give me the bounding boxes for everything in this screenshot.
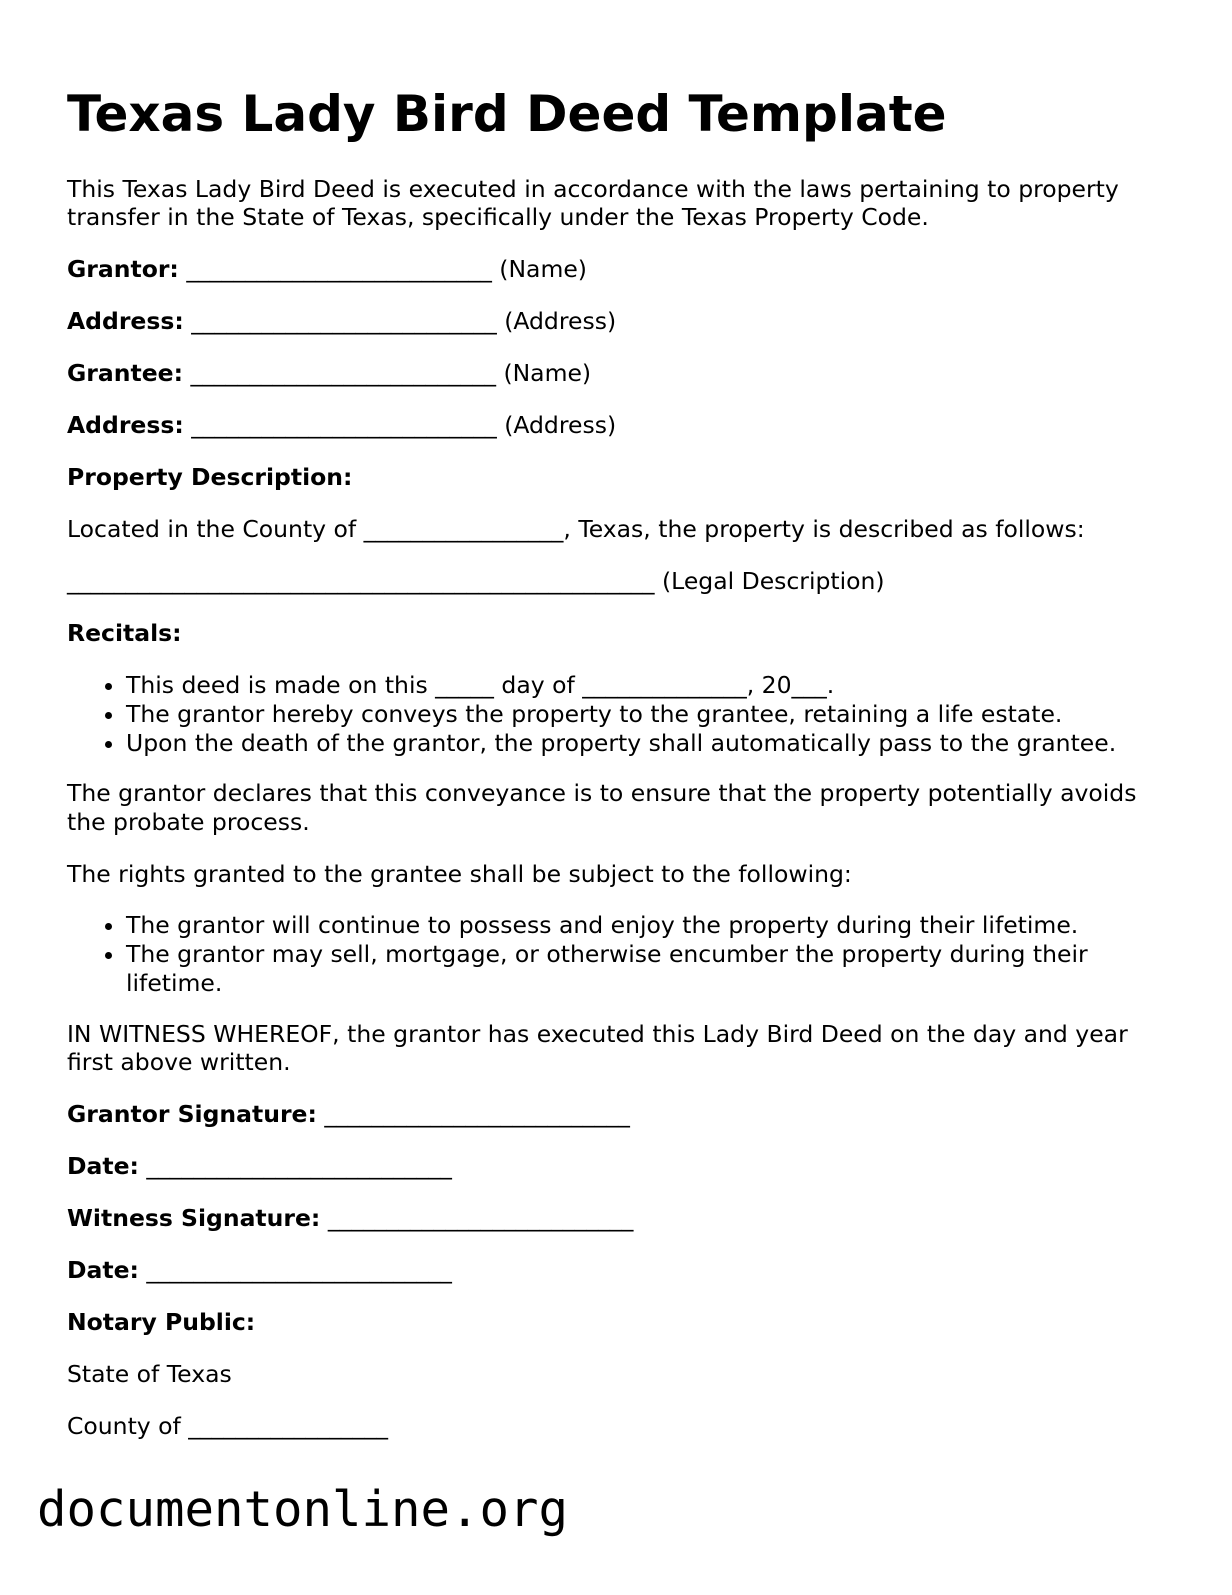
date-blank: __________________________ (146, 1152, 452, 1180)
notary-county: County of _________________ (67, 1412, 389, 1440)
rights-item: • The grantor will continue to possess and enjoy the property during their lifetime. (126, 911, 1088, 940)
page-title: Texas Lady Bird Deed Template (67, 85, 947, 143)
witness-date-field (67, 1256, 452, 1285)
grantee-blank: __________________________ (Name) (190, 359, 592, 387)
witness-signature-blank: __________________________ (327, 1204, 634, 1232)
grantee-address-blank: __________________________ (Address) (191, 411, 617, 439)
date-label: Date: (67, 1256, 139, 1284)
witness-line-2: first above written. (67, 1048, 291, 1076)
rights-list (67, 911, 1088, 998)
rights-item (126, 940, 1088, 998)
grantor-field (67, 255, 587, 284)
witness-line-1: IN WITNESS WHEREOF, the grantor has executed this Lady Bird Deed on the day and year (67, 1020, 1128, 1048)
grantor-blank: __________________________ (Name) (186, 255, 587, 283)
declaration-line-2: the probate process. (67, 808, 310, 836)
grantor-address-field (67, 307, 616, 336)
rights-item-line-1: The grantor may sell, mortgage, or otherwise encumber the property during their (126, 940, 1088, 968)
intro-line-1: This Texas Lady Bird Deed is executed in accordance with the laws pertaining to property (67, 175, 1119, 203)
grantor-label: Grantor: (67, 255, 179, 283)
recital-item: • This deed is made on this _____ day of ______________, 20___. (126, 671, 1116, 700)
grantee-label: Grantee: (67, 359, 183, 387)
date-blank: __________________________ (146, 1256, 452, 1284)
recitals-list (67, 671, 1116, 758)
recitals-heading: Recitals: (67, 619, 182, 647)
date-label: Date: (67, 1152, 139, 1180)
grantee-field (67, 359, 591, 388)
intro-line-2: transfer in the State of Texas, specifically under the Texas Property Code. (67, 203, 929, 231)
notary-state: State of Texas (67, 1360, 232, 1388)
site-watermark: documentonline.org (37, 1481, 569, 1538)
declaration-line-1: The grantor declares that this conveyance is to ensure that the property potentially avoids (67, 779, 1137, 807)
grantor-signature-label: Grantor Signature: (67, 1100, 317, 1128)
rights-item-line-2: lifetime. (126, 969, 223, 997)
grantee-address-label: Address: (67, 411, 184, 439)
recital-item: • Upon the death of the grantor, the property shall automatically pass to the grantee. (126, 729, 1116, 758)
legal-description-line: __________________________________________________ (Legal Description) (67, 567, 885, 595)
witness-signature-label: Witness Signature: (67, 1204, 321, 1232)
recital-item: • The grantor hereby conveys the property to the grantee, retaining a life estate. (126, 700, 1116, 729)
grantor-date-field (67, 1152, 452, 1181)
grantor-signature-blank: __________________________ (324, 1100, 630, 1128)
county-line: Located in the County of _________________, Texas, the property is described as follows: (67, 515, 1085, 543)
witness-signature-field (67, 1204, 633, 1233)
property-description-heading: Property Description: (67, 463, 353, 491)
rights-intro: The rights granted to the grantee shall be subject to the following: (67, 860, 852, 888)
grantor-signature-field (67, 1100, 630, 1129)
grantee-address-field (67, 411, 616, 440)
grantor-address-blank: __________________________ (Address) (191, 307, 617, 335)
grantor-address-label: Address: (67, 307, 184, 335)
notary-heading: Notary Public: (67, 1308, 256, 1336)
